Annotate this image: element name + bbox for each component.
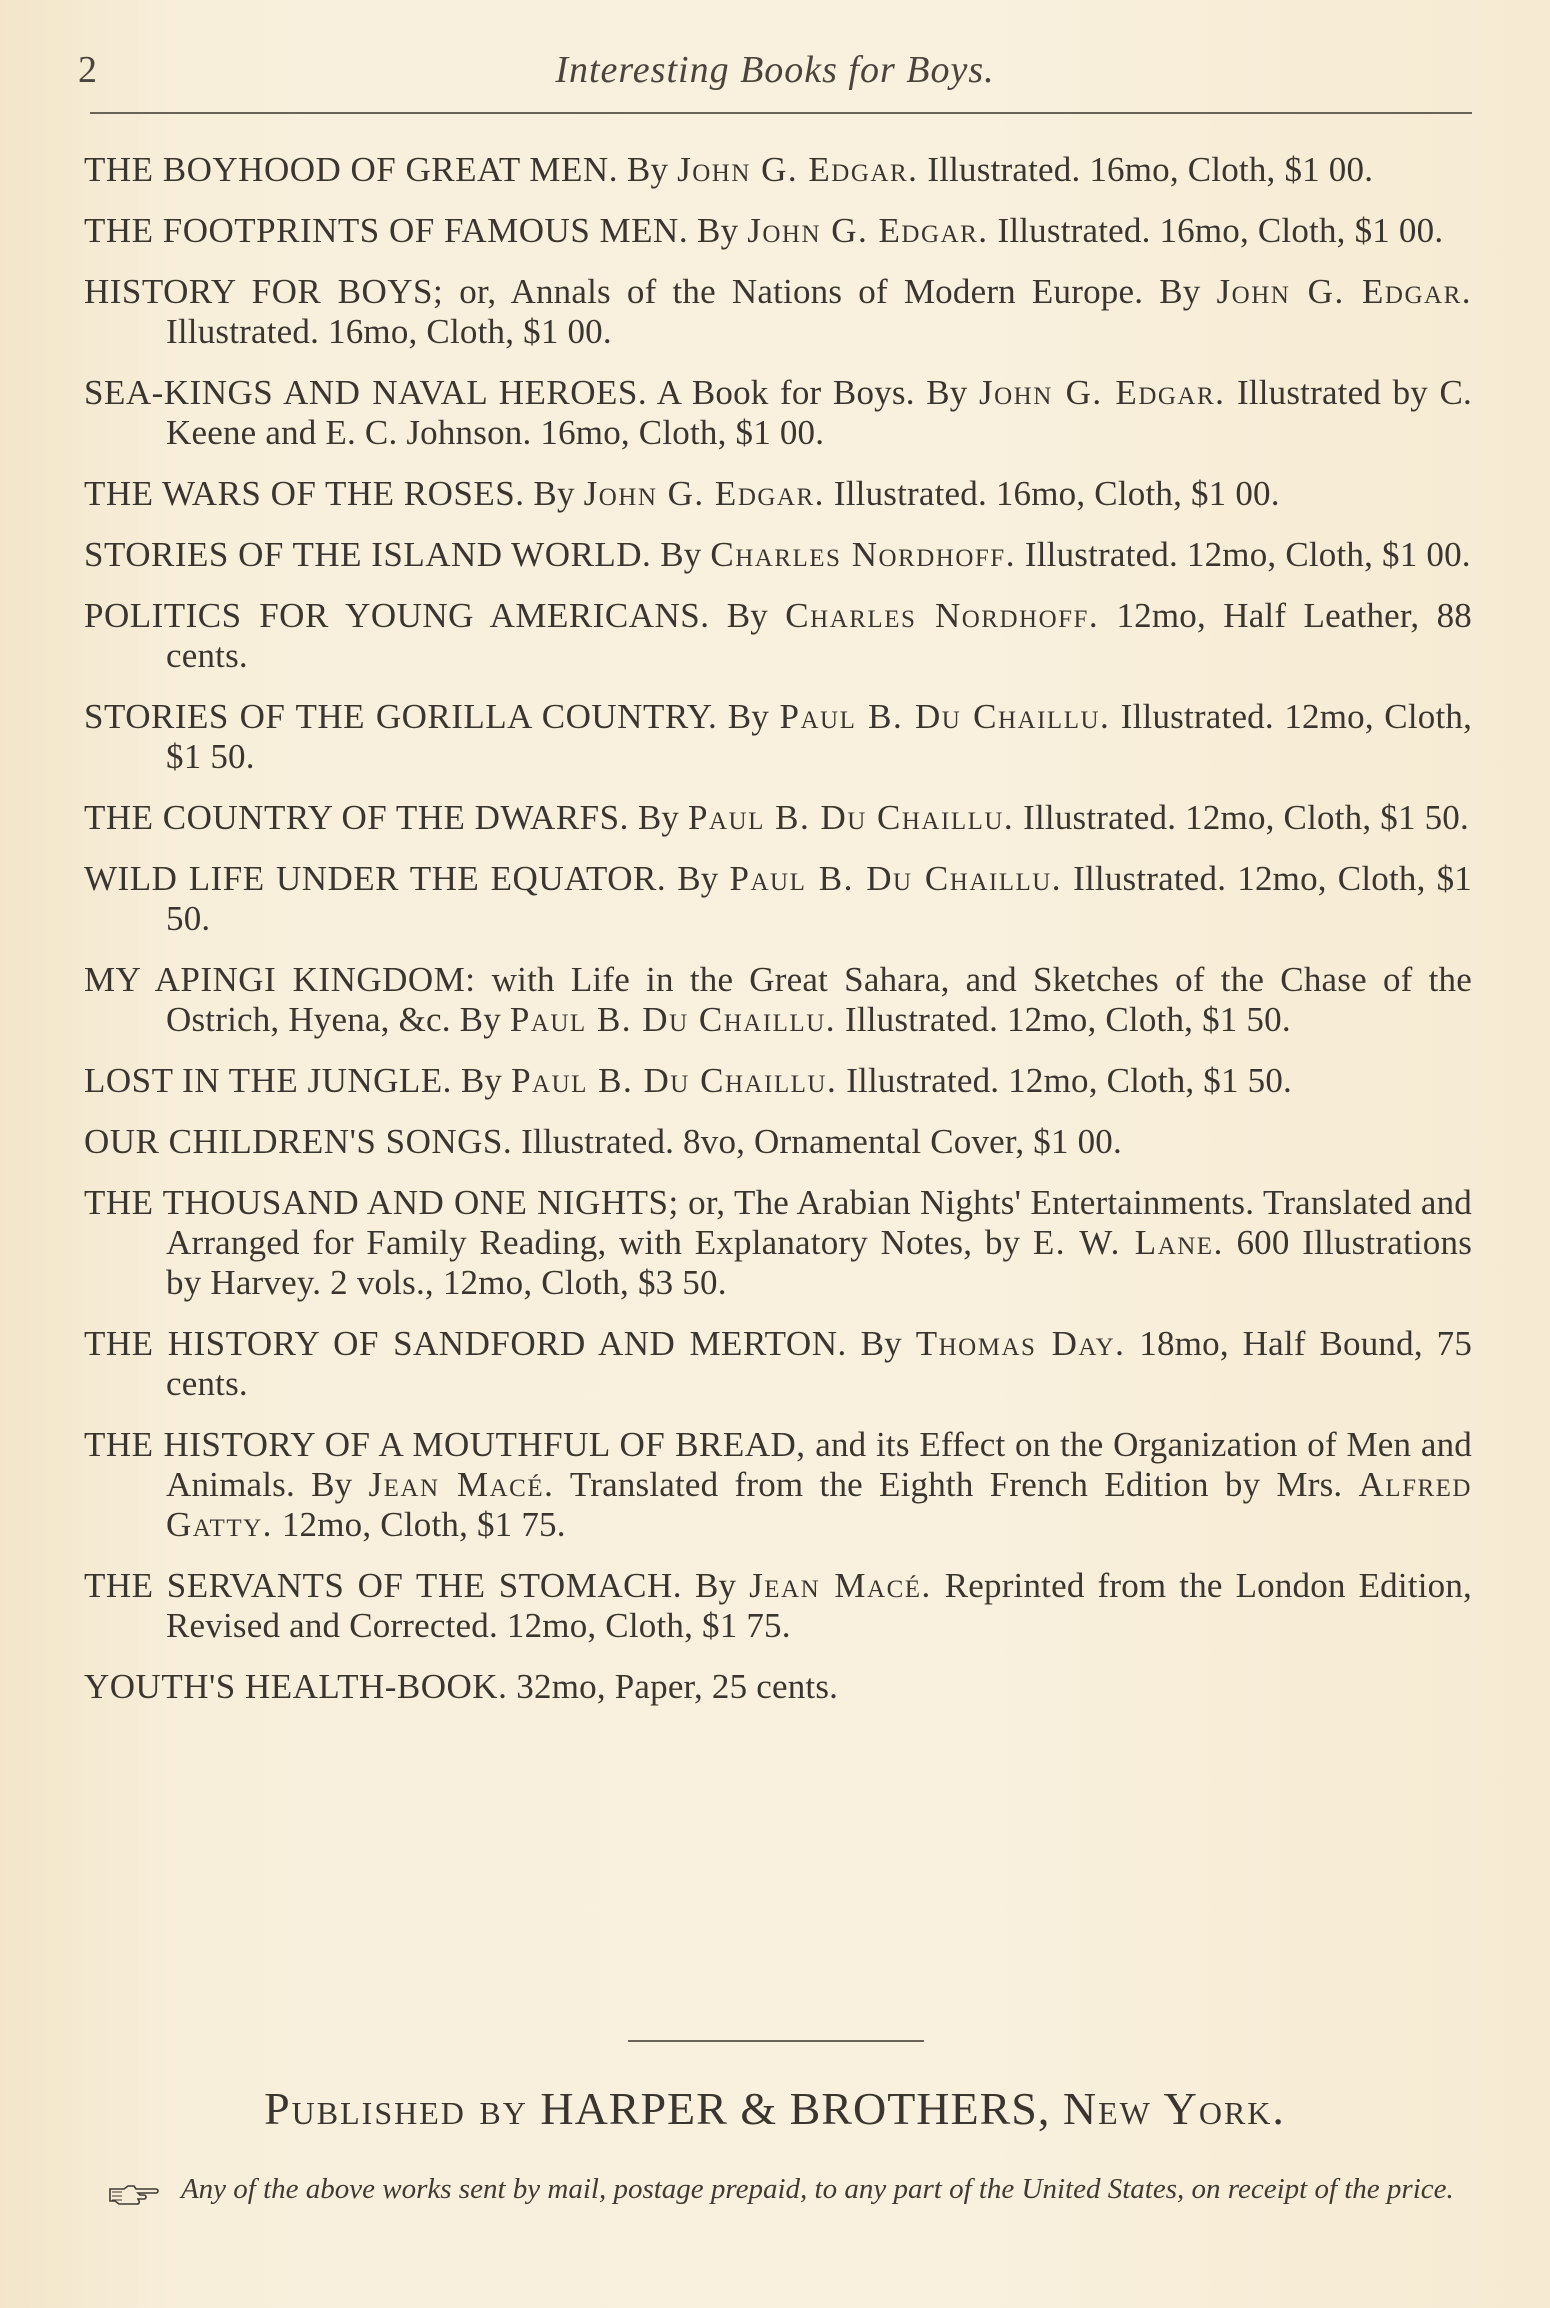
book-details: Illustrated. 12mo, Cloth, $1 50. xyxy=(844,1000,1291,1039)
pointing-hand-icon xyxy=(108,2179,164,2203)
book-details: Illustrated. 12mo, Cloth, $1 50. xyxy=(166,859,1473,938)
by-word: By xyxy=(926,373,968,412)
book-author: Charles Nordhoff. xyxy=(785,596,1100,635)
book-entry xyxy=(84,1324,1472,1404)
book-title: THE COUNTRY OF THE DWARFS. xyxy=(84,798,629,837)
by-word: By xyxy=(637,798,680,837)
book-author: John G. Edgar. xyxy=(978,373,1226,412)
book-author: Paul B. Du Chaillu. xyxy=(729,859,1063,898)
book-entry xyxy=(84,474,1472,514)
mail-order-text: Any of the above works sent by mail, postage prepaid, to any part of the United States, on receipt of the price. xyxy=(180,2173,1454,2205)
page-number: 2 xyxy=(78,49,97,91)
book-title: THE HISTORY OF A MOUTHFUL OF BREAD, xyxy=(84,1425,806,1464)
book-list xyxy=(84,150,1472,1728)
running-head xyxy=(78,48,1472,108)
book-entry xyxy=(84,1566,1472,1646)
book-details: Illustrated. 16mo, Cloth, $1 00. xyxy=(997,211,1444,250)
book-author: Paul B. Du Chaillu. xyxy=(688,798,1015,837)
book-author: John G. Edgar. xyxy=(1216,272,1473,311)
book-title: WILD LIFE UNDER THE EQUATOR. xyxy=(84,859,667,898)
book-entry xyxy=(84,960,1472,1040)
book-title: THE FOOTPRINTS OF FAMOUS MEN. xyxy=(84,211,689,250)
book-entry xyxy=(84,798,1472,838)
by-word: By xyxy=(311,1465,353,1504)
book-entry xyxy=(84,150,1472,190)
book-subtitle: with Life in the Great Sahara, and Sketches of the Chase of the Ostrich, Hyena, &c. xyxy=(166,960,1472,1039)
book-entry xyxy=(84,1061,1472,1101)
by-word: By xyxy=(1159,272,1201,311)
book-title: THE HISTORY OF SANDFORD AND MERTON. xyxy=(84,1324,847,1363)
book-title: LOST IN THE JUNGLE. xyxy=(84,1061,452,1100)
by-word: By xyxy=(727,697,770,736)
book-entry xyxy=(84,373,1472,453)
book-title: YOUTH'S HEALTH-BOOK. xyxy=(84,1667,508,1706)
by-word: By xyxy=(677,859,719,898)
book-details: Illustrated. 12mo, Cloth, $1 00. xyxy=(1024,535,1471,574)
book-author: John G. Edgar. xyxy=(677,150,919,189)
book-title: STORIES OF THE GORILLA COUNTRY. xyxy=(84,697,718,736)
book-title: SEA-KINGS AND NAVAL HEROES. xyxy=(84,373,648,412)
book-entry xyxy=(84,596,1472,676)
book-author: Thomas Day. xyxy=(915,1324,1126,1363)
book-subtitle: A Book for Boys. xyxy=(656,373,915,412)
by-word: By xyxy=(626,150,669,189)
book-details: Illustrated. 16mo, Cloth, $1 00. xyxy=(927,150,1374,189)
section-rule xyxy=(628,2040,924,2042)
book-entry xyxy=(84,211,1472,251)
book-entry xyxy=(84,1425,1472,1545)
mail-order-note xyxy=(90,2170,1472,2208)
by-word: By xyxy=(726,596,769,635)
book-entry xyxy=(84,1667,1472,1707)
by-word: By xyxy=(460,1061,503,1100)
running-title: Interesting Books for Boys. xyxy=(555,49,995,91)
book-details: Reprinted from the London Edition, Revised and Corrected. 12mo, Cloth, $1 75. xyxy=(166,1566,1473,1645)
book-entry xyxy=(84,1183,1472,1303)
book-author: Charles Nordhoff. xyxy=(710,535,1016,574)
book-title: THE THOUSAND AND ONE NIGHTS; xyxy=(84,1183,679,1222)
book-title: THE BOYHOOD OF GREAT MEN. xyxy=(84,150,618,189)
book-entry xyxy=(84,535,1472,575)
book-details: Illustrated. 16mo, Cloth, $1 00. xyxy=(166,312,612,351)
book-title: THE WARS OF THE ROSES. xyxy=(84,474,525,513)
publisher-imprint xyxy=(0,2082,1550,2135)
book-subtitle: and its Effect on the Organization of Men and Animals. xyxy=(166,1425,1473,1504)
by-word: By xyxy=(697,211,739,250)
imprint-publisher: HARPER & BROTHERS, xyxy=(540,2083,1051,2134)
book-details: Illustrated. 16mo, Cloth, $1 00. xyxy=(833,474,1280,513)
by-word: By xyxy=(533,474,575,513)
by-word: By xyxy=(694,1566,737,1605)
book-author: Paul B. Du Chaillu. xyxy=(779,697,1111,736)
book-title: OUR CHILDREN'S SONGS. xyxy=(84,1122,513,1161)
book-details: 600 Illustrations by Harvey. 2 vols., 12mo, Cloth, $3 50. xyxy=(166,1223,1473,1302)
book-entry xyxy=(84,697,1472,777)
by-word: By xyxy=(660,535,702,574)
book-details: Illustrated. 8vo, Ornamental Cover, $1 00. xyxy=(521,1122,1122,1161)
book-author: Jean Macé. xyxy=(368,1465,555,1504)
imprint-published-by: Published by xyxy=(264,2083,528,2134)
book-details: 12mo, Half Leather, 88 cents. xyxy=(166,596,1472,675)
book-details-2: 12mo, Cloth, $1 75. xyxy=(281,1505,566,1544)
book-details: Illustrated. 12mo, Cloth, $1 50. xyxy=(166,697,1473,776)
book-details: 18mo, Half Bound, 75 cents. xyxy=(166,1324,1473,1403)
book-details: Illustrated. 12mo, Cloth, $1 50. xyxy=(846,1061,1293,1100)
book-subtitle: or, The Arabian Nights' Entertainments. Translated and Arranged for Family Reading, with Explanatory Notes, by xyxy=(166,1183,1473,1262)
by-word: By xyxy=(860,1324,902,1363)
by-word: By xyxy=(459,1000,501,1039)
book-entry xyxy=(84,1122,1472,1162)
book-title: HISTORY FOR BOYS; xyxy=(84,272,444,311)
book-title: MY APINGI KINGDOM: xyxy=(84,960,476,999)
book-entry xyxy=(84,272,1472,352)
book-details: Translated from the Eighth French Edition by Mrs. xyxy=(569,1465,1343,1504)
book-translator: Alfred Gatty. xyxy=(166,1465,1472,1544)
header-rule xyxy=(90,112,1472,114)
imprint-city: New York. xyxy=(1062,2083,1286,2134)
book-author: Paul B. Du Chaillu. xyxy=(509,1000,837,1039)
book-author: Paul B. Du Chaillu. xyxy=(511,1061,838,1100)
book-subtitle: or, Annals of the Nations of Modern Europe. xyxy=(459,272,1144,311)
book-entry xyxy=(84,859,1472,939)
book-title: POLITICS FOR YOUNG AMERICANS. xyxy=(84,596,710,635)
book-details: Illustrated. 12mo, Cloth, $1 50. xyxy=(1023,798,1469,837)
book-title: STORIES OF THE ISLAND WORLD. xyxy=(84,535,652,574)
book-title: THE SERVANTS OF THE STOMACH. xyxy=(84,1566,682,1605)
book-details: Illustrated by C. Keene and E. C. Johnson. 16mo, Cloth, $1 00. xyxy=(166,373,1472,452)
book-details: 32mo, Paper, 25 cents. xyxy=(516,1667,839,1706)
book-author: John G. Edgar. xyxy=(583,474,825,513)
book-author: Jean Macé. xyxy=(749,1566,932,1605)
book-author: John G. Edgar. xyxy=(747,211,989,250)
book-author: E. W. Lane. xyxy=(1032,1223,1224,1262)
